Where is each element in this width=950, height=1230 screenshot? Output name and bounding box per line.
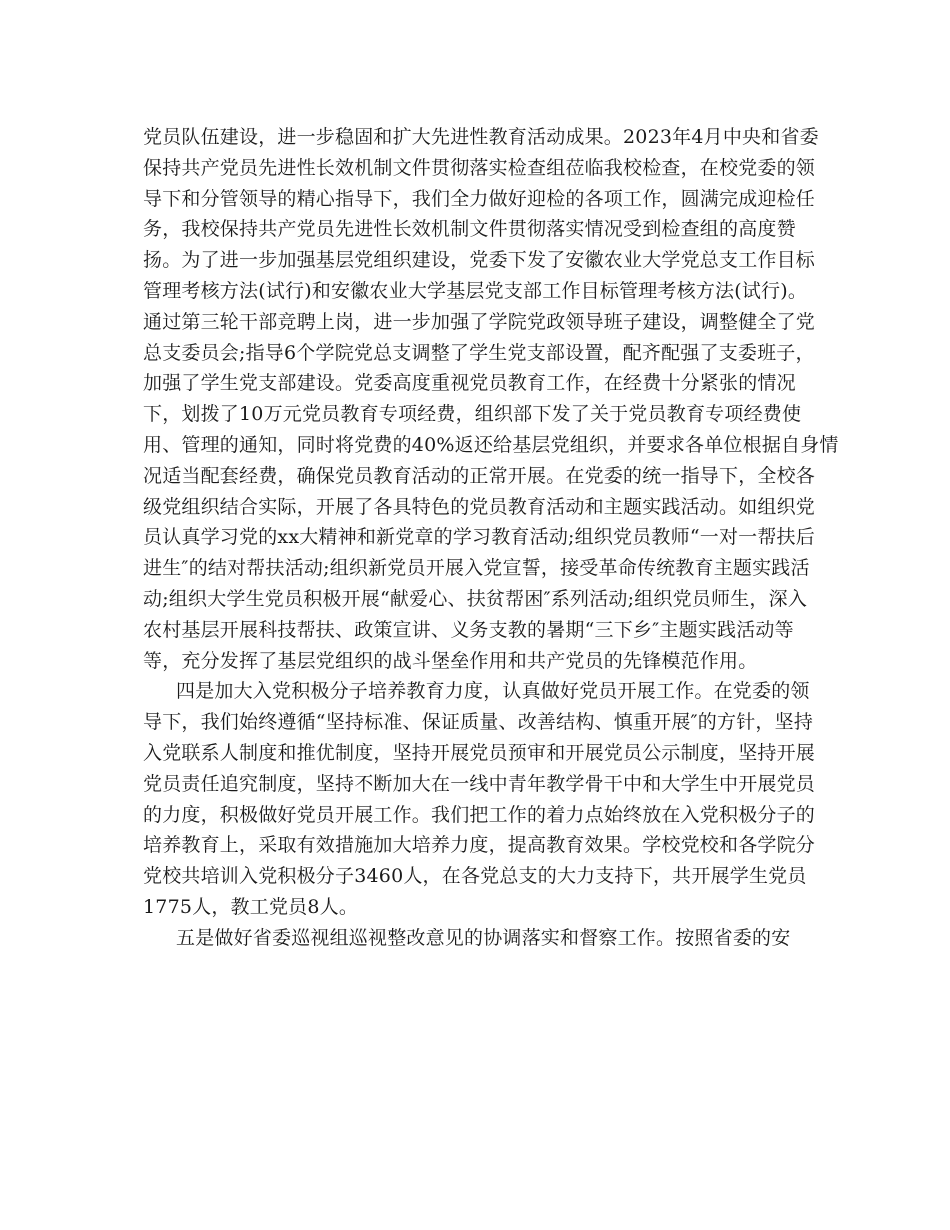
text-line: 务，我校保持共产党员先进性长效机制文件贯彻落实情况受到检查组的高度赞	[143, 218, 796, 241]
paragraph	[143, 676, 816, 922]
text-line: 五是做好省委巡视组巡视整改意见的协调落实和督察工作。按照省委的安	[176, 926, 791, 949]
text-line: 农村基层开展科技帮扶、政策宣讲、义务支教的暑期“三下乡″主题实践活动等	[143, 618, 794, 641]
document-body	[143, 122, 839, 954]
paragraph	[143, 122, 839, 676]
text-line: 导下，我们始终遵循“坚持标准、保证质量、改善结构、慎重开展″的方针，坚持	[143, 711, 814, 734]
text-line: 党员责任追究制度，坚持不断加大在一线中青年教学骨干中和大学生中开展党员	[143, 772, 816, 795]
text-line: 下，划拨了10万元党员教育专项经费，组织部下发了关于党员教育专项经费使	[143, 403, 802, 426]
text-line: 扬。为了进一步加强基层党组织建设，党委下发了安徽农业大学党总支工作目标	[143, 249, 816, 272]
text-line: 导下和分管领导的精心指导下，我们全力做好迎检的各项工作，圆满完成迎检任	[143, 187, 816, 210]
text-line: 党校共培训入党积极分子3460人，在各党总支的大力支持下，共开展学生党员	[143, 865, 807, 888]
text-line: 动;组织大学生党员积极开展“献爱心、扶贫帮困″系列活动;组织党员师生，深入	[143, 587, 808, 610]
text-line: 员认真学习党的xx大精神和新党章的学习教育活动;组织党员教师“一对一帮扶后	[143, 526, 815, 549]
text-line: 等，充分发挥了基层党组织的战斗堡垒作用和共产党员的先锋模范作用。	[143, 649, 758, 672]
text-line: 1775人，教工党员8人。	[143, 895, 359, 918]
text-line: 级党组织结合实际，开展了各具特色的党员教育活动和主题实践活动。如组织党	[143, 495, 816, 518]
text-line: 用、管理的通知，同时将党费的40%返还给基层党组织，并要求各单位根据自身情	[143, 433, 839, 456]
text-line: 保持共产党员先进性长效机制文件贯彻落实检查组莅临我校检查，在校党委的领	[143, 156, 816, 179]
text-line: 四是加大入党积极分子培养教育力度，认真做好党员开展工作。在党委的领	[176, 680, 810, 703]
paragraph	[143, 923, 813, 954]
text-line: 的力度，积极做好党员开展工作。我们把工作的着力点始终放在入党积极分子的	[143, 803, 816, 826]
text-line: 入党联系人制度和推优制度，坚持开展党员预审和开展党员公示制度，坚持开展	[143, 741, 816, 764]
text-line: 总支委员会;指导6个学院党总支调整了学生党支部设置，配齐配强了支委班子，	[143, 341, 815, 364]
text-line: 加强了学生党支部建设。党委高度重视党员教育工作，在经费十分紧张的情况	[143, 372, 796, 395]
text-line: 进生″的结对帮扶活动;组织新党员开展入党宣誓，接受革命传统教育主题实践活	[143, 557, 810, 580]
text-line: 党员队伍建设，进一步稳固和扩大先进性教育活动成果。2023年4月中央和省委	[143, 126, 819, 148]
text-line: 培养教育上，采取有效措施加大培养力度，提高教育效果。学校党校和各学院分	[143, 834, 816, 857]
text-line: 通过第三轮干部竞聘上岗，进一步加强了学院党政领导班子建设，调整健全了党	[143, 310, 816, 333]
text-line: 况适当配套经费，确保党员教育活动的正常开展。在党委的统一指导下，全校各	[143, 464, 816, 487]
text-line: 管理考核方法(试行)和安徽农业大学基层党支部工作目标管理考核方法(试行)。	[143, 279, 808, 302]
